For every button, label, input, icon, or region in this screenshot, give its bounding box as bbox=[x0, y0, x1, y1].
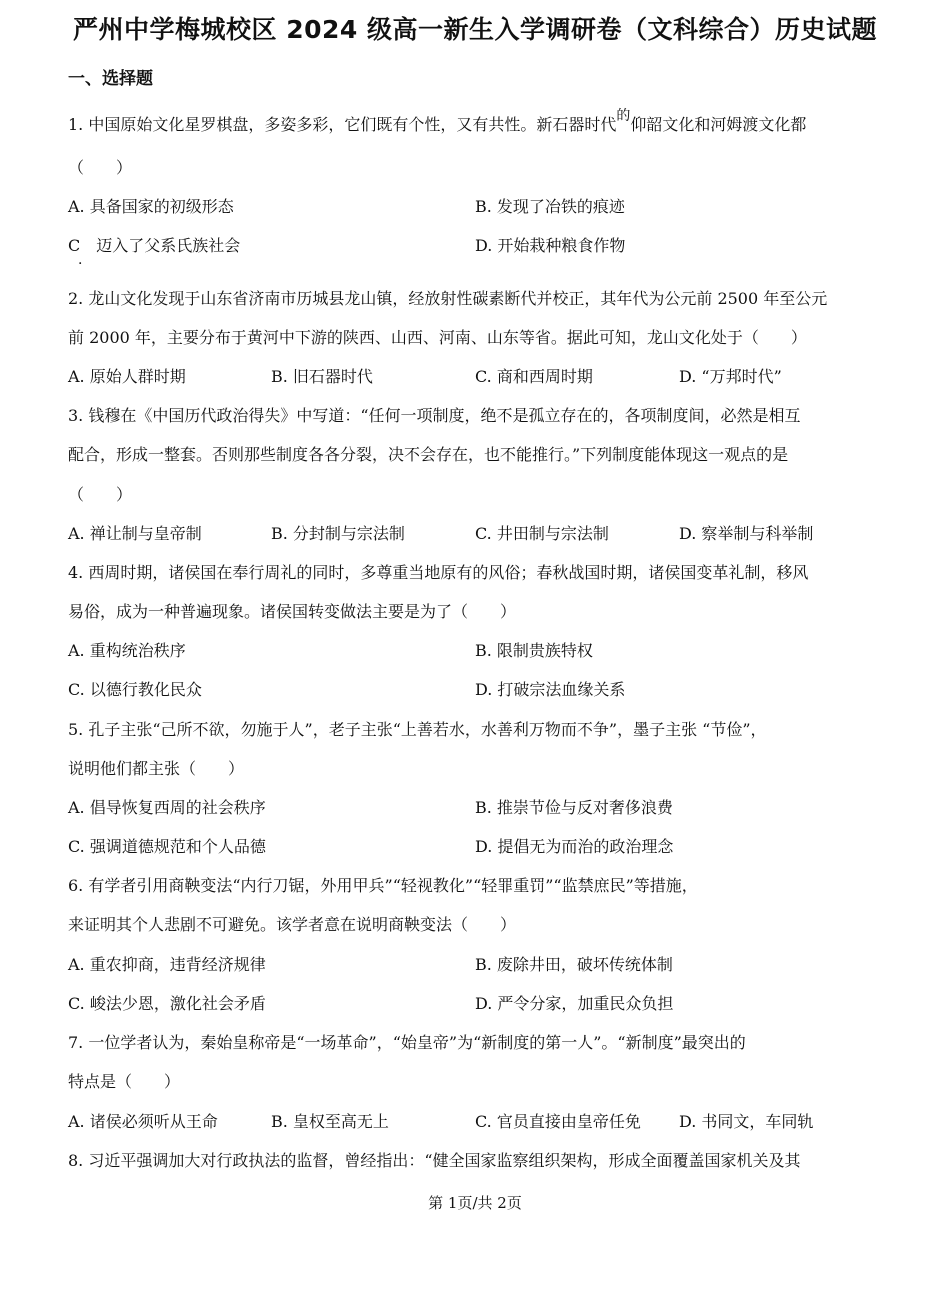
q1-stem-line1 bbox=[68, 108, 807, 135]
q4-option-a: A. 重构统治秩序 bbox=[68, 641, 186, 660]
q7-stem-line1: 7. 一位学者认为，秦始皇称帝是“一场革命”，“始皇帝”为“新制度的第一人”。“新制度”最突出的 bbox=[68, 1033, 746, 1052]
q6-option-d: D. 严令分家，加重民众负担 bbox=[475, 994, 674, 1013]
q1-stem-part1: 1. 中国原始文化星罗棋盘，多姿多彩，它们既有个性，又有共性。新石器时代 bbox=[68, 115, 617, 134]
q4-option-b: B. 限制贵族特权 bbox=[475, 641, 593, 660]
q3-option-a: A. 禅让制与皇帝制 bbox=[68, 524, 202, 543]
q3-stem-line1: 3. 钱穆在《中国历代政治得失》中写道：“任何一项制度，绝不是孤立存在的，各项制度间，必然是相互 bbox=[68, 406, 801, 425]
q5-option-a: A. 倡导恢复西周的社会秩序 bbox=[68, 798, 266, 817]
q7-stem-line2: 特点是（ ） bbox=[68, 1072, 181, 1091]
q5-stem-line1: 5. 孔子主张“己所不欲，勿施于人”，老子主张“上善若水，水善利万物而不争”，墨子主张 “节俭”， bbox=[68, 720, 767, 739]
q3-option-d: D. 察举制与科举制 bbox=[679, 524, 814, 543]
q5-option-b: B. 推崇节俭与反对奢侈浪费 bbox=[475, 798, 673, 817]
stray-dot: · bbox=[78, 256, 83, 272]
q1-option-a: A. 具备国家的初级形态 bbox=[68, 197, 234, 216]
section-heading: 一、选择题 bbox=[68, 69, 153, 89]
q4-stem-line1: 4. 西周时期，诸侯国在奉行周礼的同时，多尊重当地原有的风俗；春秋战国时期，诸侯国变革礼制，移风 bbox=[68, 563, 809, 582]
q4-stem-line2: 易俗，成为一种普遍现象。诸侯国转变做法主要是为了（ ） bbox=[68, 602, 517, 621]
q1-option-d: D. 开始栽种粮食作物 bbox=[475, 236, 626, 255]
q7-option-b: B. 皇权至高无上 bbox=[271, 1112, 389, 1131]
page-footer: 第 1页/共 2页 bbox=[428, 1194, 522, 1212]
q1-superscript: 的 bbox=[616, 108, 631, 124]
q6-option-b: B. 废除井田，破坏传统体制 bbox=[475, 955, 673, 974]
q1-option-c: C 迈入了父系氏族社会 bbox=[68, 236, 241, 255]
q2-option-b: B. 旧石器时代 bbox=[271, 367, 373, 386]
q3-stem-line2: 配合，形成一整套。否则那些制度各各分裂，决不会存在，也不能推行。”下列制度能体现这一观点的是 bbox=[68, 445, 789, 464]
q5-stem-line2: 说明他们都主张（ ） bbox=[68, 759, 245, 778]
q2-stem-line2: 前 2000 年，主要分布于黄河中下游的陕西、山西、河南、山东等省。据此可知，龙山文化处于（ ） bbox=[68, 328, 807, 347]
q3-option-c: C. 井田制与宗法制 bbox=[475, 524, 609, 543]
q5-option-d: D. 提倡无为而治的政治理念 bbox=[475, 837, 674, 856]
q5-option-c: C. 强调道德规范和个人品德 bbox=[68, 837, 266, 856]
q1-stem-part2: 仰韶文化和河姆渡文化都 bbox=[630, 115, 807, 134]
q2-option-c: C. 商和西周时期 bbox=[475, 367, 593, 386]
q1-stem-line2: （ ） bbox=[68, 158, 133, 177]
q4-option-d: D. 打破宗法血缘关系 bbox=[475, 680, 626, 699]
q8-stem-line1: 8. 习近平强调加大对行政执法的监督，曾经指出：“健全国家监察组织架构，形成全面覆盖国家机关及其 bbox=[68, 1151, 801, 1170]
q6-option-a: A. 重农抑商，违背经济规律 bbox=[68, 955, 266, 974]
q3-option-b: B. 分封制与宗法制 bbox=[271, 524, 405, 543]
q7-option-a: A. 诸侯必须听从王命 bbox=[68, 1112, 218, 1131]
page-title: 严州中学梅城校区 2024 级高一新生入学调研卷（文科综合）历史试题 bbox=[73, 15, 877, 44]
q6-stem-line2: 来证明其个人悲剧不可避免。该学者意在说明商鞅变法（ ） bbox=[68, 915, 517, 934]
q2-option-a: A. 原始人群时期 bbox=[68, 367, 186, 386]
q1-option-b: B. 发现了冶铁的痕迹 bbox=[475, 197, 625, 216]
q2-stem-line1: 2. 龙山文化发现于山东省济南市历城县龙山镇，经放射性碳素断代并校正，其年代为公元前 2500 年至公元 bbox=[68, 289, 828, 308]
q3-stem-line3: （ ） bbox=[68, 485, 133, 504]
q6-option-c: C. 峻法少恩，激化社会矛盾 bbox=[68, 994, 266, 1013]
q4-option-c: C. 以德行教化民众 bbox=[68, 680, 202, 699]
q2-option-d: D. “万邦时代” bbox=[679, 367, 782, 386]
q7-option-c: C. 官员直接由皇帝任免 bbox=[475, 1112, 641, 1131]
q7-option-d: D. 书同文，车同轨 bbox=[679, 1112, 814, 1131]
q6-stem-line1: 6. 有学者引用商鞅变法“内行刀锯，外用甲兵”“轻视教化”“轻罪重罚”“监禁庶民”等措施， bbox=[68, 876, 698, 895]
